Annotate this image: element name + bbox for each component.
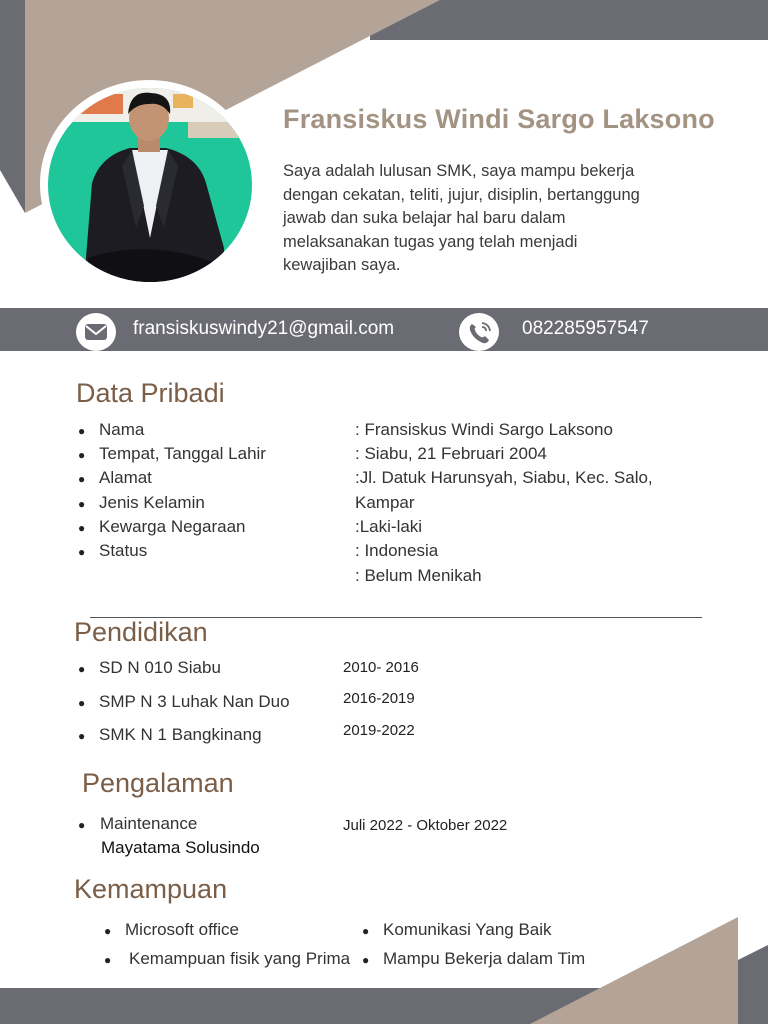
bullet: ● [104,953,112,967]
section-title-education: Pendidikan [74,617,208,647]
personal-label: Jenis Kelamin [99,493,205,512]
summary-line: Saya adalah lulusan SMK, saya mampu bekerja [283,162,635,180]
bullet: ● [78,729,86,743]
personal-label: Alamat [99,468,152,487]
skill-item: Microsoft office [125,920,240,939]
personal-value: :Laki-laki [355,517,423,536]
personal-label: Kewarga Negaraan [99,517,246,536]
bottom-slate-bar [0,988,620,1024]
bullet: ● [104,924,112,938]
section-title-experience: Pengalaman [82,768,234,798]
personal-value: : Fransiskus Windi Sargo Laksono [355,420,613,439]
envelope-icon [76,313,116,351]
bullet: ● [78,696,86,710]
education-school: SMK N 1 Bangkinang [99,725,262,744]
full-name: Fransiskus Windi Sargo Laksono [283,104,715,134]
summary-line: dengan cekatan, teliti, jujur, disiplin, bertanggung [283,185,640,204]
personal-label: Tempat, Tanggal Lahir [99,444,266,463]
personal-value: Kampar [355,493,415,512]
summary-line: jawab dan suka belajar hal baru dalam [283,209,566,228]
top-right-slate-bar [370,0,768,40]
bullet: ● [78,472,86,486]
bottom-right-slate-corner [738,945,768,1024]
skill-item: Komunikasi Yang Baik [383,920,552,939]
profile-summary [283,160,703,278]
bullet: ● [78,545,86,559]
profile-photo [48,88,252,282]
summary-line: melaksanakan tugas yang telah menjadi [283,232,578,251]
bullet: ● [78,662,86,676]
phone-icon [459,313,499,351]
person-illustration [48,88,252,282]
personal-label: Status [99,541,148,560]
experience-company: Mayatama Solusindo [101,838,260,857]
bullet: ● [362,953,370,967]
left-slate-strip [0,0,25,213]
personal-value: :Jl. Datuk Harunsyah, Siabu, Kec. Salo, [355,468,653,487]
education-years: 2016-2019 [343,690,415,707]
education-school: SD N 010 Siabu [99,658,221,677]
skill-item: Kemampuan fisik yang Prima [129,949,351,968]
personal-label: Nama [99,420,145,439]
education-years: 2019-2022 [343,722,415,739]
education-years: 2010- 2016 [343,659,419,676]
bullet: ● [78,448,86,462]
bullet: ● [78,424,86,438]
bullet: ● [362,924,370,938]
experience-role: Maintenance [100,814,198,833]
phone-number: 082285957547 [522,318,649,339]
section-title-personal: Data Pribadi [76,378,225,408]
email-link[interactable]: fransiskuswindy21@gmail.com [133,318,395,339]
education-school: SMP N 3 Luhak Nan Duo [99,692,290,711]
experience-period: Juli 2022 - Oktober 2022 [343,817,508,834]
personal-value: : Belum Menikah [355,566,482,585]
personal-value: : Siabu, 21 Februari 2004 [355,444,547,463]
section-title-skills: Kemampuan [74,874,228,904]
skill-item: Mampu Bekerja dalam Tim [383,949,586,968]
bullet: ● [78,818,86,832]
bottom-right-taupe-triangle [530,917,738,1024]
bullet: ● [78,497,86,511]
personal-value: : Indonesia [355,541,439,560]
bullet: ● [78,521,86,535]
summary-line: kewajiban saya. [283,256,401,275]
